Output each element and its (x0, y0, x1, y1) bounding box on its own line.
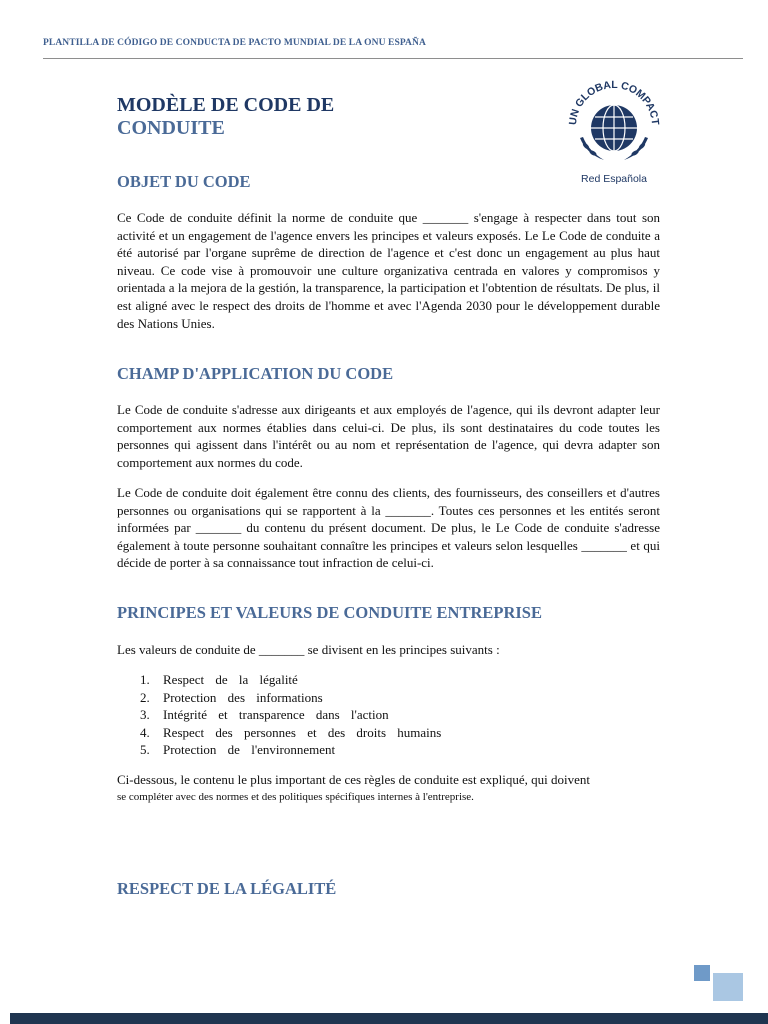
un-global-compact-logo (566, 80, 662, 188)
logo-arc-text: UN GLOBAL COMPACT (566, 80, 662, 126)
paragraph-principes-outro-1: Ci-dessous, le contenu le plus important de ces règles de conduite est expliqué, qui doivent (117, 772, 590, 787)
list-item: 4. Respect des personnes et des droits humains (140, 724, 442, 740)
header-rule (43, 58, 743, 59)
decorative-square-dark (694, 965, 710, 981)
list-item: 3. Intégrité et transparence dans l'action (140, 707, 389, 723)
document-title (117, 94, 334, 140)
principles-list (140, 671, 441, 759)
list-item: 5. Protection de l'environnement (140, 742, 336, 758)
list-item: 2. Protection des informations (140, 689, 323, 705)
document-title-line1: MODÈLE DE CODE DE (117, 94, 335, 116)
heading-principes: PRINCIPES ET VALEURS DE CONDUITE ENTREPRISE (117, 603, 542, 622)
paragraph-champ-2: Le Code de conduite doit également être connu des clients, des fournisseurs, des conseillers et d'autres personnes ou organisations qui se rapportent à la _______. Toutes ces personnes et les entités seront informées par _______ du contenu du présent document. De plus, le Le Code de conduite s'adresse également à toute personne souhaitant connaître les principes et valeurs selon lesquelles _______ et qui décide de porter à sa connaissance tout infraction de celui-ci. (117, 485, 660, 571)
paragraph-principes-outro-2: se compléter avec des normes et des politiques spécifiques internes à l'entreprise. (117, 791, 474, 803)
footer-bar (10, 1013, 768, 1024)
paragraph-principes-intro: Les valeurs de conduite de _______ se divisent en les principes suivants : (117, 642, 500, 657)
decorative-square-light (713, 973, 743, 1001)
list-item: 1. Respect de la légalité (140, 672, 298, 687)
logo-caption: Red Española (581, 173, 647, 185)
document-title-line2: CONDUITE (117, 117, 225, 139)
paragraph-objet: Ce Code de conduite définit la norme de conduite que _______ s'engage à respecter dans tout son activité et un engagement de l'agence envers les principes et valeurs exposés. Le Le Code de conduite a été autorisé par l'organe suprême de direction de l'agence et c'est donc un engagement au plus haut niveau. Ce code vise à promouvoir une culture organizativa centrada en valores y compromisos y orientada a la mejora de la gestión, la transparence, la participation et l'obtention de résultats. De plus, il est aligné avec le respect des droits de l'homme et avec l'Agenda 2030 pour le développement durable des Nations Unies. (117, 210, 660, 331)
heading-respect: RESPECT DE LA LÉGALITÉ (117, 879, 337, 898)
heading-champ: CHAMP D'APPLICATION DU CODE (117, 364, 394, 383)
running-header: PLANTILLA DE CÓDIGO DE CONDUCTA DE PACTO MUNDIAL DE LA ONU ESPAÑA (43, 38, 426, 48)
paragraph-champ-1: Le Code de conduite s'adresse aux dirigeants et aux employés de l'agence, qui ils devront adapter leur comportement aux normes établies dans celui-ci. De plus, ils sont destinataires du code toutes les personnes qui agissent dans l'intérêt ou au nom et représentation de l'agence, qui devra adapter son comportement aux normes du code. (117, 402, 660, 470)
heading-objet: OBJET DU CODE (117, 172, 251, 191)
globe-icon (591, 105, 637, 151)
